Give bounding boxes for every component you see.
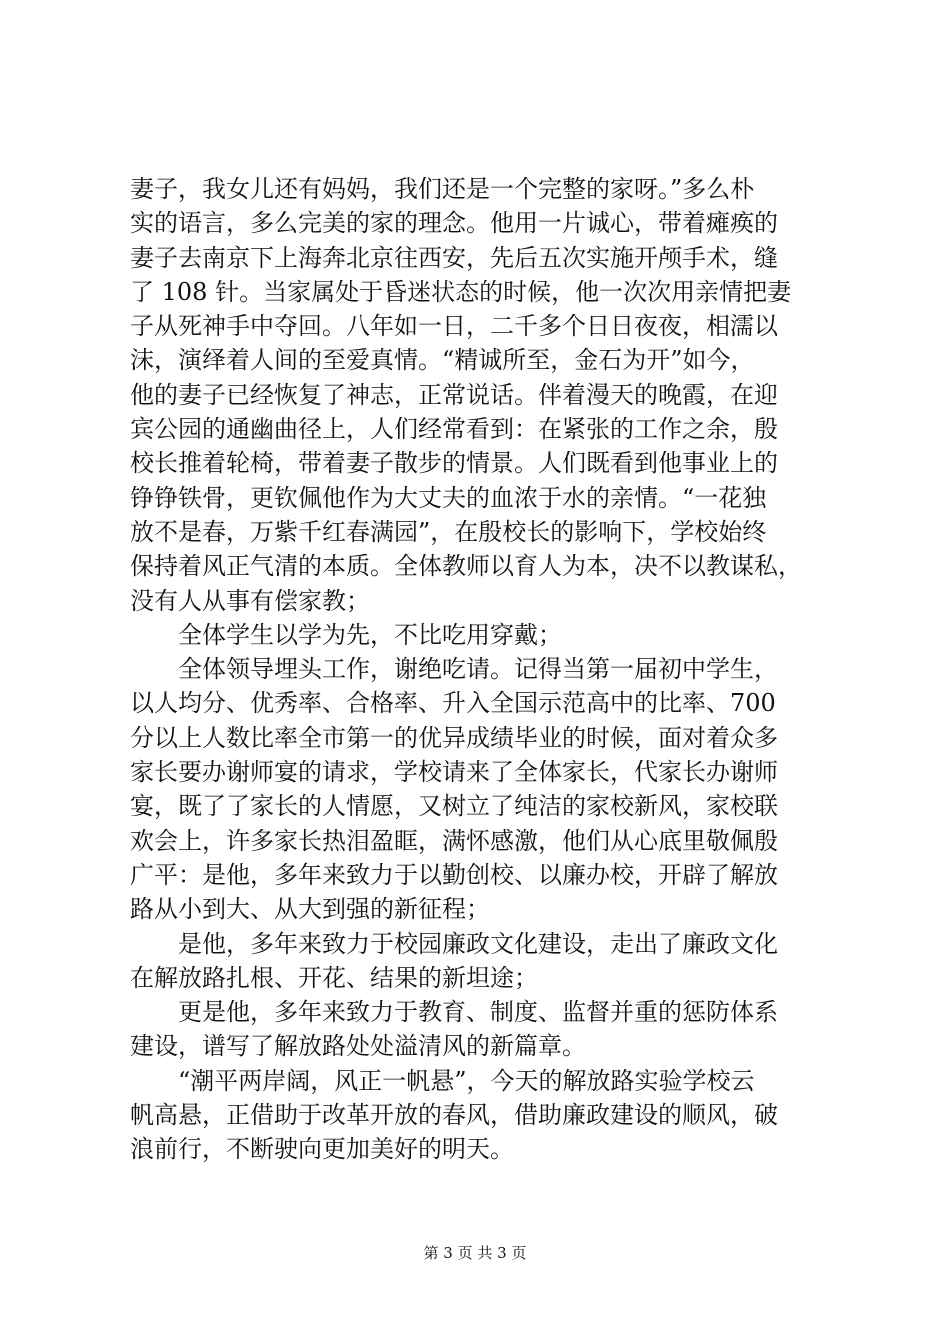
text-line: 沫，演绎着人间的至爱真情。“精诚所至，金石为开”如今， — [130, 346, 755, 375]
text-line: 宾公园的通幽曲径上，人们经常看到：在紧张的工作之余，殷 — [130, 415, 778, 444]
text-line: 没有人从事有偿家教； — [130, 586, 370, 615]
text-line: 在解放路扎根、开花、结果的新坦途； — [130, 963, 538, 992]
text-line: 妻子，我女儿还有妈妈，我们还是一个完整的家呀。”多么朴 — [130, 175, 755, 203]
text-line: 更是他，多年来致力于教育、制度、监督并重的惩防体系 — [178, 998, 778, 1027]
text-line: 子从死神手中夺回。八年如一日，二千多个日日夜夜，相濡以 — [130, 312, 778, 341]
text-line: 全体学生以学为先，不比吃用穿戴； — [178, 620, 562, 649]
article-body — [130, 172, 830, 1167]
text-line: 妻子去南京下上海奔北京往西安，先后五次实施开颅手术，缝 — [130, 243, 778, 272]
text-line: 宴，既了了家长的人情愿，又树立了纯洁的家校新风，家校联 — [130, 792, 778, 821]
text-line: 分以上人数比率全市第一的优异成绩毕业的时候，面对着众多 — [130, 723, 778, 752]
text-line: 校长推着轮椅，带着妻子散步的情景。人们既看到他事业上的 — [130, 449, 778, 478]
text-line: 他的妻子已经恢复了神志，正常说话。伴着漫天的晚霞，在迎 — [130, 380, 778, 409]
text-line: 路从小到大、从大到强的新征程； — [130, 895, 490, 924]
text-line: 欢会上，许多家长热泪盈眶，满怀感激，他们从心底里敬佩殷 — [130, 826, 778, 855]
text-line: 是他，多年来致力于校园廉政文化建设，走出了廉政文化 — [178, 929, 778, 958]
page-number-label: 第 3 页 共 3 页 — [423, 1244, 527, 1262]
text-line: 全体领导埋头工作，谢绝吃请。记得当第一届初中学生， — [178, 655, 778, 684]
text-line: 铮铮铁骨，更钦佩他作为大丈夫的血浓于水的亲情。“一花独 — [130, 483, 767, 512]
text-line: 建设，谱写了解放路处处溢清风的新篇章。 — [130, 1032, 586, 1061]
text-line: “潮平两岸阔，风正一帆悬”，今天的解放路实验学校云 — [178, 1066, 755, 1095]
text-line: 家长要办谢师宴的请求，学校请来了全体家长，代家长办谢师 — [130, 758, 778, 787]
text-line: 保持着风正气清的本质。全体教师以育人为本，决不以教谋私， — [130, 552, 802, 581]
text-line: 广平：是他，多年来致力于以勤创校、以廉办校，开辟了解放 — [130, 860, 778, 889]
text-line: 了 108 针。当家属处于昏迷状态的时候，他一次次用亲情把妻 — [130, 277, 792, 306]
text-line: 放不是春，万紫千红春满园”，在殷校长的影响下，学校始终 — [130, 517, 767, 546]
page-footer — [0, 1243, 950, 1263]
text-line: 以人均分、优秀率、合格率、升入全国示范高中的比率、700 — [130, 689, 776, 718]
text-line: 帆高悬，正借助于改革开放的春风，借助廉政建设的顺风，破 — [130, 1101, 778, 1130]
text-line: 浪前行，不断驶向更加美好的明天。 — [130, 1135, 514, 1164]
text-line: 实的语言，多么完美的家的理念。他用一片诚心，带着瘫痪的 — [130, 209, 778, 238]
